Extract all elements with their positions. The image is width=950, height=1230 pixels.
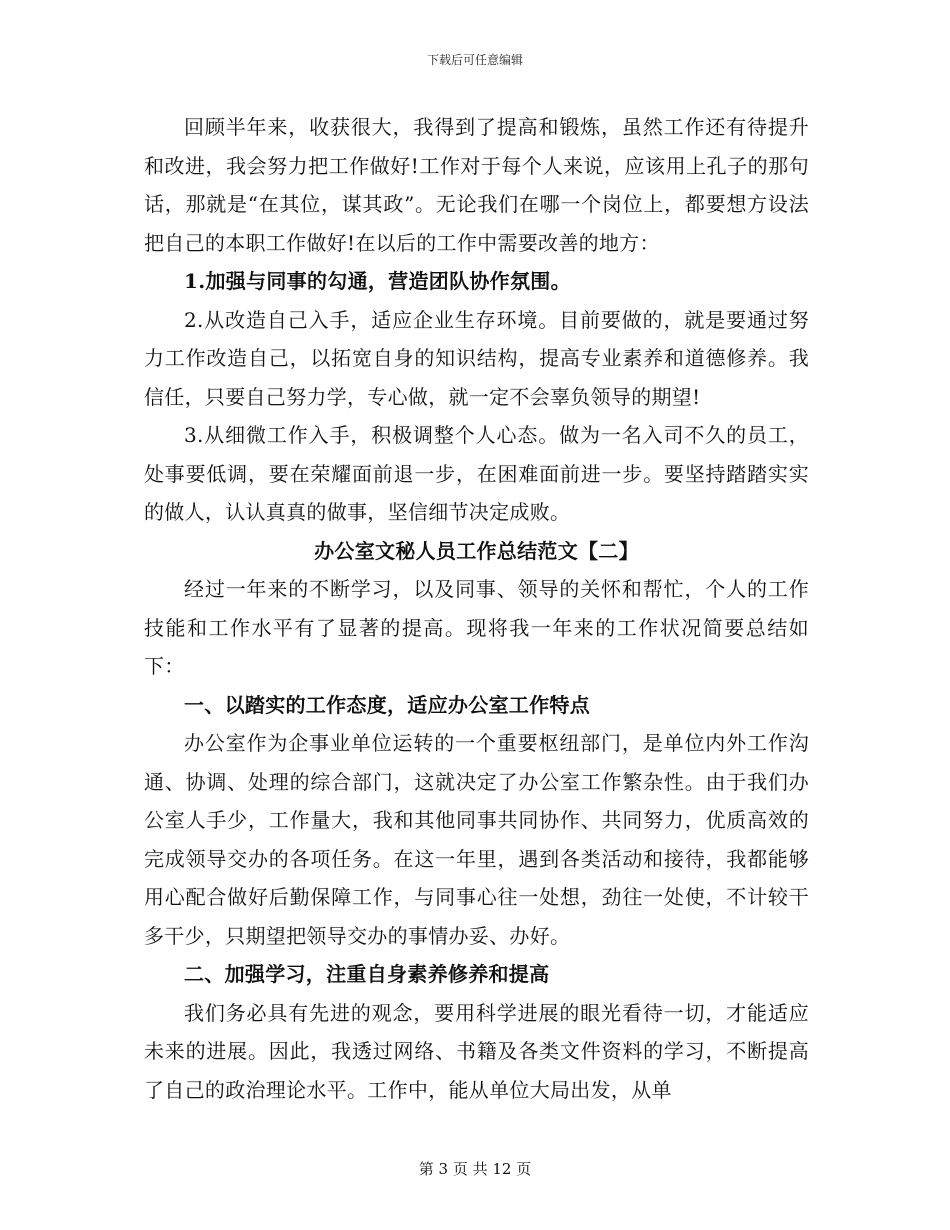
improvement-item-1: 1.加强与同事的勾通，营造团队协作氛围。 <box>184 269 571 293</box>
page-header-note: 下载后可任意编辑 <box>426 53 523 67</box>
heading-2: 二、加强学习，注重自身素养修养和提高 <box>184 962 550 986</box>
paragraph-study: 我们务必具有先进的观念，要用科学进展的眼光看待一切，才能适应未来的进展。因此，我透过网络、书籍及各类文件资料的学习，不断提高了自己的政治理论水平。工作中，能从单位大局出发，从单 <box>144 1000 809 1102</box>
section-title: 办公室文秘人员工作总结范文【二】 <box>314 538 639 563</box>
page-number: 第 3 页 共 12 页 <box>418 1160 532 1178</box>
heading-1: 一、以踏实的工作态度，适应办公室工作特点 <box>184 692 590 717</box>
paragraph-office-work: 办公室作为企事业单位运转的一个重要枢纽部门，是单位内外工作沟通、协调、处理的综合部门，这就决定了办公室工作繁杂性。由于我们办公室人手少，工作量大，我和其他同事共同协作、共同努力，优质高效的完成领导交办的各项任务。在这一年里，遇到各类活动和接待，我都能够用心配合做好后勤保障工作，与同事心往一处想，劲往一处使，不计较干多干少，只期望把领导交办的事情办妥、办好。 <box>144 731 809 948</box>
paragraph-intro: 经过一年来的不断学习，以及同事、领导的关怀和帮忙，个人的工作技能和工作水平有了显著的提高。现将我一年来的工作状况简要总结如下： <box>144 577 809 678</box>
improvement-item-3: 3.从细微工作入手，积极调整个人心态。做为一名入司不久的员工，处事要低调，要在荣耀面前退一步，在困难面前进一步。要坚持踏踏实实的做人，认认真真的做事，坚信细节决定成败。 <box>144 423 809 524</box>
document-body <box>144 108 809 1109</box>
improvement-item-2: 2.从改造自己入手，适应企业生存环境。目前要做的，就是要通过努力工作改造自己，以拓宽自身的知识结构，提高专业素养和道德修养。我信任，只要自己努力学，专心做，就一定不会辜负领导的期望! <box>144 307 809 409</box>
paragraph-review: 回顾半年来，收获很大，我得到了提高和锻炼，虽然工作还有待提升和改进，我会努力把工作做好!工作对于每个人来说，应该用上孔子的那句话，那就是“在其位，谋其政”。无论我们在哪一个岗位上，都要想方设法把自己的本职工作做好!在以后的工作中需要改善的地方： <box>144 115 809 255</box>
